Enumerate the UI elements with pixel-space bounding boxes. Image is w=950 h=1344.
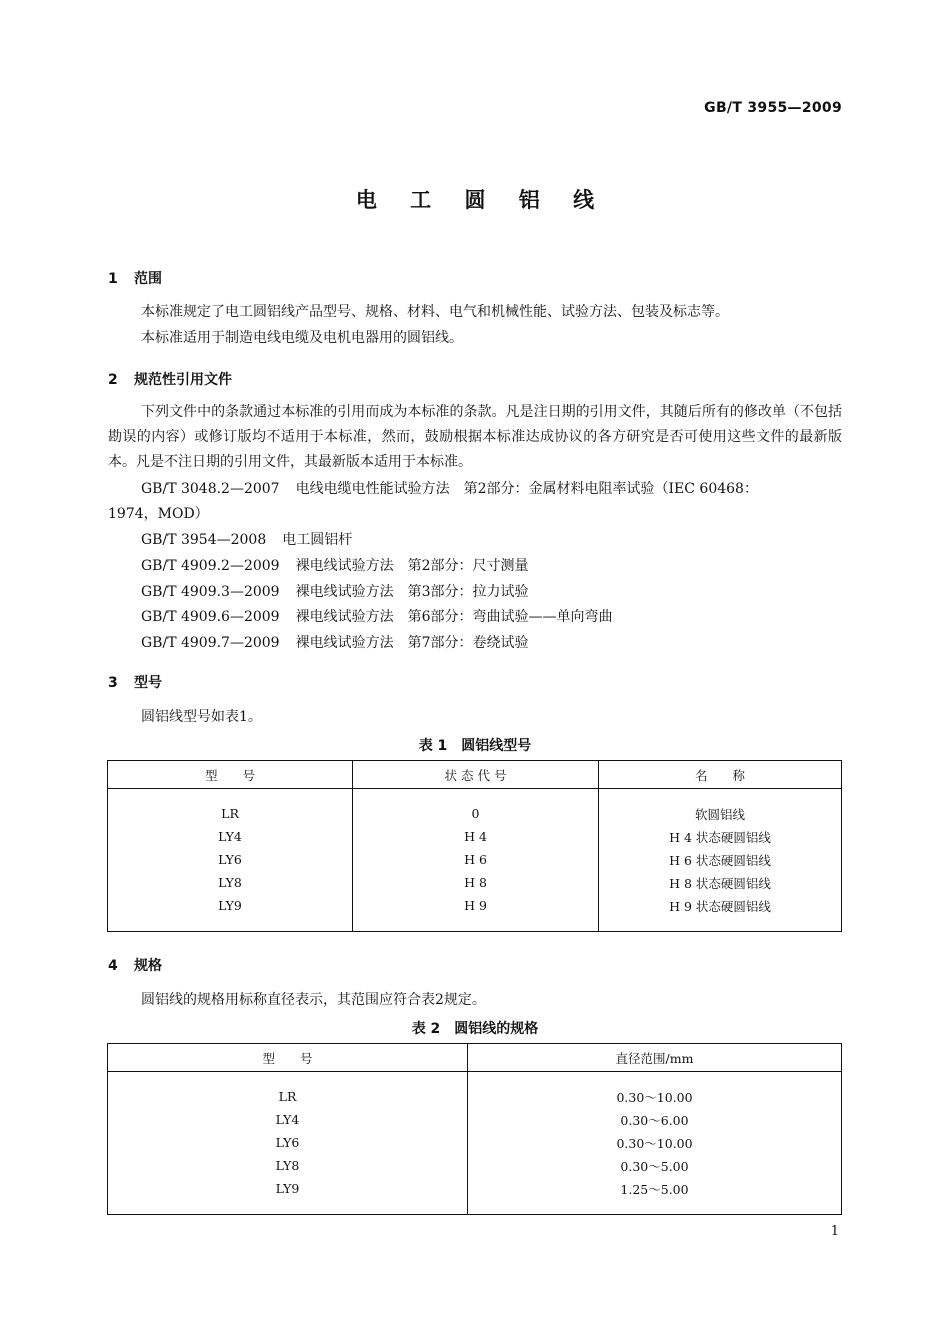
section-4-paragraph: 圆铝线的规格用标称直径表示，其范围应符合表2规定。 [141,992,486,1008]
table-cell: 软圆铝线 [599,789,842,826]
section-3-heading [108,672,162,692]
table-cell: LY6 [108,1131,468,1154]
table-cell: LY8 [108,1154,468,1177]
table-row [108,1131,842,1154]
table-cell: LY4 [108,825,353,848]
section-number: 3 [108,675,118,691]
reference-item [141,581,529,601]
reference-title: 裸电线试验方法 第2部分：尺寸测量 [295,558,529,574]
table-cell: LY9 [108,894,353,932]
reference-title: 裸电线试验方法 第7部分：卷绕试验 [295,635,529,651]
table-header-cell: 名 称 [599,761,842,789]
table-cell: H 4 [353,825,599,848]
page-number: 1 [830,1224,839,1239]
section-1-paragraph-2: 本标准适用于制造电线电缆及电机电器用的圆铝线。 [141,330,463,346]
table-1 [107,760,842,932]
section-title: 规范性引用文件 [134,372,232,388]
reference-code: GB/T 4909.6—2009 [141,609,280,625]
table-row [108,848,842,871]
section-2-heading [108,369,232,389]
table-cell: LY8 [108,871,353,894]
reference-code: GB/T 4909.2—2009 [141,558,280,574]
reference-item-continued [108,503,209,523]
section-3-paragraph: 圆铝线型号如表1。 [141,709,262,725]
reference-code: GB/T 4909.7—2009 [141,635,280,651]
reference-title: 电工圆铝杆 [282,532,353,548]
table-cell: H 6 [353,848,599,871]
table-header-cell: 型 号 [108,1044,468,1072]
table-row [108,1072,842,1109]
table-cell: 0 [353,789,599,826]
reference-item [141,478,758,498]
table-cell: H 9 状态硬圆铝线 [599,894,842,932]
section-2-intro: 下列文件中的条款通过本标准的引用而成为本标准的条款。凡是注日期的引用文件，其随后所有的修改单（不包括勘误的内容）或修订版均不适用于本标准，然而，鼓励根据本标准达成协议的各方研究是否可使用这些文件的最新版本。凡是不注日期的引用文件，其最新版本适用于本标准。 [108,404,842,470]
table-cell: 0.30～6.00 [468,1108,842,1131]
table-row [108,1177,842,1215]
table-cell: LR [108,789,353,826]
table-row [108,894,842,932]
table-cell: H 9 [353,894,599,932]
section-number: 2 [108,372,118,388]
table-cell: LY9 [108,1177,468,1215]
table-cell: 1.25～5.00 [468,1177,842,1215]
table-cell: 0.30～10.00 [468,1131,842,1154]
table-cell: LY6 [108,848,353,871]
table-row [108,825,842,848]
table-row [108,789,842,826]
table-1-caption: 表 1 圆铝线型号 [418,738,532,754]
table-cell: 0.30～5.00 [468,1154,842,1177]
reference-code: 1974，MOD） [108,506,209,522]
reference-item [141,555,529,575]
reference-code: GB/T 4909.3—2009 [141,584,280,600]
section-1-heading [108,268,162,288]
table-cell: H 8 [353,871,599,894]
section-title: 型号 [134,675,162,691]
reference-title: 裸电线试验方法 第6部分：弯曲试验——单向弯曲 [295,609,613,625]
table-row [108,1154,842,1177]
reference-code: GB/T 3048.2—2007 [141,481,280,497]
section-number: 4 [108,958,118,974]
section-4-heading [108,955,162,975]
section-title: 范围 [134,271,162,287]
standard-code: GB/T 3955—2009 [704,100,842,116]
table-cell: H 8 状态硬圆铝线 [599,871,842,894]
table-cell: LY4 [108,1108,468,1131]
table-row [108,871,842,894]
reference-item [141,529,352,549]
table-2 [107,1043,842,1215]
table-2-caption: 表 2 圆铝线的规格 [411,1021,539,1037]
table-header-cell: 直径范围/mm [468,1044,842,1072]
section-title: 规格 [134,958,162,974]
reference-title: 裸电线试验方法 第3部分：拉力试验 [295,584,529,600]
table-cell: H 4 状态硬圆铝线 [599,825,842,848]
table-header-cell: 状 态 代 号 [353,761,599,789]
reference-item [141,606,613,626]
reference-item [141,632,529,652]
section-number: 1 [108,271,118,287]
table-row [108,1108,842,1131]
table-cell: LR [108,1072,468,1109]
document-title: 电 工 圆 铝 线 [355,188,608,212]
table-cell: H 6 状态硬圆铝线 [599,848,842,871]
reference-title: 电线电缆电性能试验方法 第2部分：金属材料电阻率试验（IEC 60468： [295,481,758,497]
table-cell: 0.30～10.00 [468,1072,842,1109]
reference-code: GB/T 3954—2008 [141,532,267,548]
section-1-paragraph-1: 本标准规定了电工圆铝线产品型号、规格、材料、电气和机械性能、试验方法、包装及标志等。 [141,304,729,320]
table-header-cell: 型 号 [108,761,353,789]
